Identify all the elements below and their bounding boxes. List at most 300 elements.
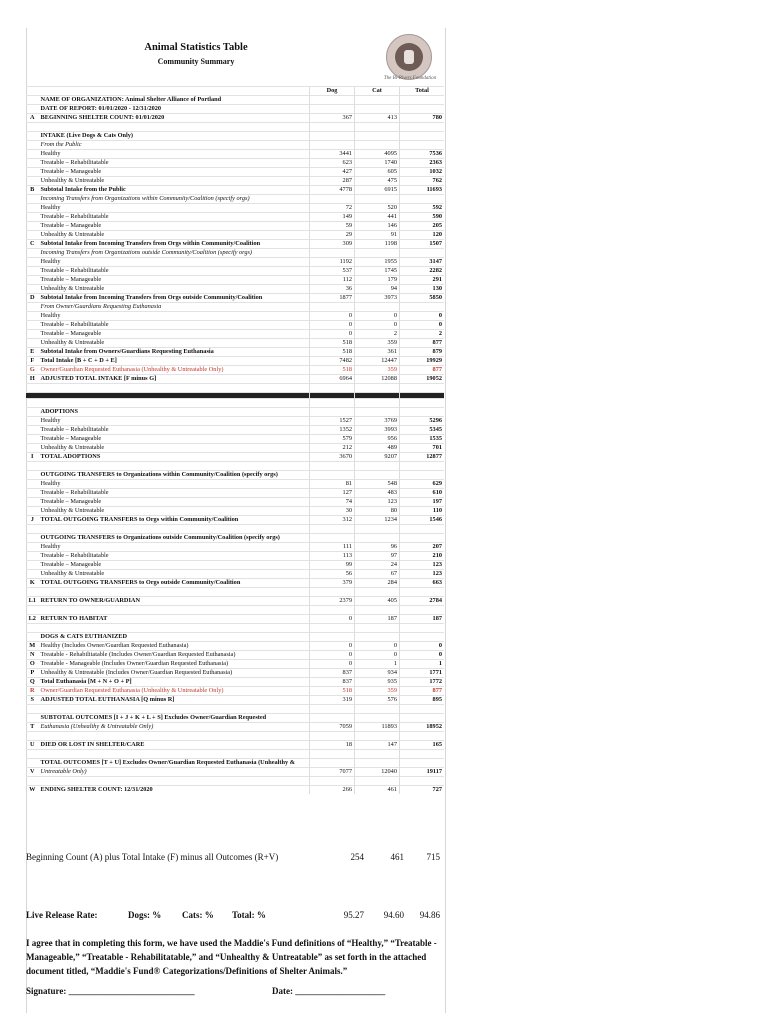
dog-value: 0 — [310, 615, 355, 624]
row-letter — [26, 435, 39, 444]
row-description: Untreatable Only) — [39, 768, 310, 777]
total-value: 1771 — [399, 669, 444, 678]
row-letter — [26, 285, 39, 294]
cat-value — [355, 399, 400, 408]
row-letter — [26, 444, 39, 453]
dog-value: 518 — [310, 687, 355, 696]
total-value: 877 — [399, 687, 444, 696]
table-row — [26, 552, 444, 561]
table-row — [26, 633, 444, 642]
row-letter — [26, 105, 39, 114]
row-letter: L1 — [26, 597, 39, 606]
dog-value — [310, 705, 355, 714]
dog-value: 837 — [310, 669, 355, 678]
total-value — [399, 384, 444, 393]
cat-value: 9207 — [355, 453, 400, 462]
total-value: 727 — [399, 786, 444, 795]
total-value: 1546 — [399, 516, 444, 525]
total-value: 590 — [399, 213, 444, 222]
dog-value: 1877 — [310, 294, 355, 303]
cat-value: 24 — [355, 561, 400, 570]
total-value: 5850 — [399, 294, 444, 303]
row-letter — [26, 150, 39, 159]
row-description: RETURN TO OWNER/GUARDIAN — [39, 597, 310, 606]
row-letter — [26, 276, 39, 285]
foundation-logo-icon — [386, 34, 432, 80]
cat-value — [355, 471, 400, 480]
release-dogs-label: Dogs: % — [128, 910, 162, 920]
dog-value: 0 — [310, 660, 355, 669]
release-total-label: Total: % — [232, 910, 266, 920]
total-value: 197 — [399, 498, 444, 507]
total-value: 210 — [399, 552, 444, 561]
row-letter: F — [26, 357, 39, 366]
row-description — [39, 750, 310, 759]
row-letter — [26, 759, 39, 768]
cat-value: 146 — [355, 222, 400, 231]
cat-value: 489 — [355, 444, 400, 453]
dog-value: 379 — [310, 579, 355, 588]
total-value — [399, 633, 444, 642]
cat-value — [355, 705, 400, 714]
row-description — [39, 705, 310, 714]
dog-value — [310, 408, 355, 417]
dog-value: 18 — [310, 741, 355, 750]
table-row — [26, 303, 444, 312]
row-description: RETURN TO HABITAT — [39, 615, 310, 624]
row-description: Unhealthy & Untreatable — [39, 570, 310, 579]
total-value: 2 — [399, 330, 444, 339]
row-letter — [26, 417, 39, 426]
row-letter — [26, 231, 39, 240]
cat-value: 0 — [355, 312, 400, 321]
dog-value — [310, 714, 355, 723]
row-letter — [26, 168, 39, 177]
dog-value: 837 — [310, 678, 355, 687]
dog-value: 7077 — [310, 768, 355, 777]
row-letter — [26, 222, 39, 231]
row-description: TOTAL OUTGOING TRANSFERS to Orgs within Community/Coalition — [39, 516, 310, 525]
cat-value — [355, 750, 400, 759]
row-description: Total Euthanasia [M + N + O + P] — [39, 678, 310, 687]
cat-value — [355, 303, 400, 312]
total-value: 0 — [399, 651, 444, 660]
table-row — [26, 159, 444, 168]
cat-value — [355, 606, 400, 615]
row-letter — [26, 321, 39, 330]
table-row — [26, 186, 444, 195]
total-value — [399, 105, 444, 114]
cat-value: 96 — [355, 543, 400, 552]
table-row — [26, 96, 444, 105]
cat-value: 359 — [355, 366, 400, 375]
row-description: Treatable – Manageable — [39, 435, 310, 444]
table-row — [26, 462, 444, 471]
table-row — [26, 339, 444, 348]
row-letter: S — [26, 696, 39, 705]
row-letter — [26, 159, 39, 168]
row-letter: U — [26, 741, 39, 750]
row-description: Treatable – Manageable — [39, 330, 310, 339]
cat-value: 91 — [355, 231, 400, 240]
cat-value: 1 — [355, 660, 400, 669]
cat-value — [355, 759, 400, 768]
cat-value: 475 — [355, 177, 400, 186]
row-letter: G — [26, 366, 39, 375]
row-description: ENDING SHELTER COUNT: 12/31/2020 — [39, 786, 310, 795]
dog-value: 0 — [310, 642, 355, 651]
table-row — [26, 168, 444, 177]
table-row — [26, 498, 444, 507]
row-letter — [26, 714, 39, 723]
row-letter: O — [26, 660, 39, 669]
cat-value — [355, 633, 400, 642]
total-value — [399, 714, 444, 723]
dog-value — [310, 759, 355, 768]
dog-value: 312 — [310, 516, 355, 525]
row-description: Healthy — [39, 150, 310, 159]
row-letter: Q — [26, 678, 39, 687]
row-description: Subtotal Intake from Incoming Transfers from Orgs outside Community/Coalition — [39, 294, 310, 303]
dog-value — [310, 606, 355, 615]
dog-value: 0 — [310, 321, 355, 330]
total-value: 130 — [399, 285, 444, 294]
row-description: Incoming Transfers from Organizations outside Community/Coalition (specify orgs) — [39, 249, 310, 258]
cat-value: 12040 — [355, 768, 400, 777]
total-value: 629 — [399, 480, 444, 489]
cat-value: 284 — [355, 579, 400, 588]
row-description: ADJUSTED TOTAL EUTHANASIA [Q minus R] — [39, 696, 310, 705]
table-row — [26, 444, 444, 453]
dog-value: 30 — [310, 507, 355, 516]
total-value: 19929 — [399, 357, 444, 366]
row-description: Treatable – Rehabilitatable — [39, 159, 310, 168]
dog-value — [310, 471, 355, 480]
total-value — [399, 462, 444, 471]
row-letter: K — [26, 579, 39, 588]
row-description: From the Public — [39, 141, 310, 150]
row-description: Unhealthy & Untreatable — [39, 444, 310, 453]
cat-value: 441 — [355, 213, 400, 222]
total-value: 762 — [399, 177, 444, 186]
table-row — [26, 426, 444, 435]
total-value: 2784 — [399, 597, 444, 606]
dog-value: 1352 — [310, 426, 355, 435]
table-row — [26, 687, 444, 696]
total-value: 663 — [399, 579, 444, 588]
summary-cat: 461 — [390, 852, 404, 862]
total-value: 18952 — [399, 723, 444, 732]
dog-value: 81 — [310, 480, 355, 489]
table-row — [26, 714, 444, 723]
dog-value: 1527 — [310, 417, 355, 426]
table-row — [26, 570, 444, 579]
dog-value: 3441 — [310, 150, 355, 159]
row-letter — [26, 750, 39, 759]
table-row — [26, 231, 444, 240]
total-value: 3147 — [399, 258, 444, 267]
cat-value: 3973 — [355, 294, 400, 303]
row-letter: R — [26, 687, 39, 696]
row-description: Treatable – Manageable — [39, 561, 310, 570]
table-row — [26, 222, 444, 231]
cat-value: 12088 — [355, 375, 400, 384]
total-value: 19117 — [399, 768, 444, 777]
dog-value: 518 — [310, 339, 355, 348]
dog-value — [310, 534, 355, 543]
cat-value: 123 — [355, 498, 400, 507]
dog-value: 7059 — [310, 723, 355, 732]
cat-value: 6915 — [355, 186, 400, 195]
total-value — [399, 732, 444, 741]
table-row — [26, 561, 444, 570]
total-value — [399, 141, 444, 150]
table-row — [26, 471, 444, 480]
dog-value — [310, 123, 355, 132]
total-value: 0 — [399, 312, 444, 321]
table-row — [26, 525, 444, 534]
row-description: Treatable – Rehabilitatable — [39, 426, 310, 435]
total-value: 879 — [399, 348, 444, 357]
column-header-row — [26, 87, 444, 96]
row-letter — [26, 489, 39, 498]
col-total: Total — [399, 87, 444, 96]
row-description: DIED OR LOST IN SHELTER/CARE — [39, 741, 310, 750]
cat-value: 67 — [355, 570, 400, 579]
row-description: Healthy — [39, 204, 310, 213]
total-value — [399, 195, 444, 204]
table-row — [26, 213, 444, 222]
row-letter — [26, 462, 39, 471]
cat-value: 179 — [355, 276, 400, 285]
row-description: ADOPTIONS — [39, 408, 310, 417]
row-description: Unhealthy & Untreatable (Includes Owner/Guardian Requested Euthanasia) — [39, 669, 310, 678]
cat-value: 187 — [355, 615, 400, 624]
summary-total: 715 — [426, 852, 440, 862]
total-value — [399, 525, 444, 534]
cat-value: 80 — [355, 507, 400, 516]
total-value — [399, 471, 444, 480]
row-letter — [26, 204, 39, 213]
total-value — [399, 588, 444, 597]
table-row — [26, 105, 444, 114]
row-description: Subtotal Intake from Incoming Transfers from Orgs within Community/Coalition — [39, 240, 310, 249]
table-row — [26, 141, 444, 150]
col-dog: Dog — [310, 87, 355, 96]
cat-value: 1234 — [355, 516, 400, 525]
cat-value: 1745 — [355, 267, 400, 276]
row-description — [39, 384, 310, 393]
cat-value: 3993 — [355, 426, 400, 435]
table-row — [26, 786, 444, 795]
release-cat-value: 94.60 — [383, 910, 404, 920]
row-letter — [26, 498, 39, 507]
dog-value — [310, 777, 355, 786]
row-description — [39, 462, 310, 471]
total-value — [399, 399, 444, 408]
cat-value: 12447 — [355, 357, 400, 366]
cat-value: 956 — [355, 435, 400, 444]
total-value: 877 — [399, 339, 444, 348]
table-row — [26, 123, 444, 132]
row-letter: E — [26, 348, 39, 357]
table-row — [26, 240, 444, 249]
row-letter — [26, 312, 39, 321]
release-dog-value: 95.27 — [343, 910, 364, 920]
row-description: Unhealthy & Untreatable — [39, 339, 310, 348]
row-description: Owner/Guardian Requested Euthanasia (Unhealthy & Untreatable Only) — [39, 687, 310, 696]
row-letter — [26, 732, 39, 741]
dog-value: 149 — [310, 213, 355, 222]
dog-value: 4778 — [310, 186, 355, 195]
cat-value: 2 — [355, 330, 400, 339]
dog-value: 1192 — [310, 258, 355, 267]
row-letter: V — [26, 768, 39, 777]
dog-value: 29 — [310, 231, 355, 240]
cat-value: 1198 — [355, 240, 400, 249]
row-letter — [26, 141, 39, 150]
total-value — [399, 123, 444, 132]
dog-value — [310, 249, 355, 258]
cat-value: 548 — [355, 480, 400, 489]
row-description: Treatable – Rehabilitatable — [39, 321, 310, 330]
row-letter — [26, 384, 39, 393]
dog-value — [310, 141, 355, 150]
dog-value: 56 — [310, 570, 355, 579]
row-description: Unhealthy & Untreatable — [39, 507, 310, 516]
cat-value: 0 — [355, 642, 400, 651]
dog-value: 99 — [310, 561, 355, 570]
total-value: 877 — [399, 366, 444, 375]
dog-value: 0 — [310, 330, 355, 339]
row-description: Healthy (Includes Owner/Guardian Requested Euthanasia) — [39, 642, 310, 651]
cat-value: 1955 — [355, 258, 400, 267]
table-row — [26, 321, 444, 330]
table-row — [26, 276, 444, 285]
row-letter — [26, 624, 39, 633]
row-description — [39, 399, 310, 408]
total-value — [399, 132, 444, 141]
dog-value: 7482 — [310, 357, 355, 366]
row-letter — [26, 303, 39, 312]
row-description: Healthy — [39, 543, 310, 552]
cat-value — [355, 195, 400, 204]
cat-value — [355, 462, 400, 471]
row-description: Total Intake [B + C + D + E] — [39, 357, 310, 366]
table-row — [26, 249, 444, 258]
table-row — [26, 615, 444, 624]
total-value: 165 — [399, 741, 444, 750]
dog-value — [310, 525, 355, 534]
total-value: 5296 — [399, 417, 444, 426]
row-description: TOTAL ADOPTIONS — [39, 453, 310, 462]
total-value: 895 — [399, 696, 444, 705]
row-description: Healthy — [39, 480, 310, 489]
cat-value: 97 — [355, 552, 400, 561]
cat-value — [355, 732, 400, 741]
page-title: Animal Statistics Table — [144, 42, 248, 53]
total-value: 1032 — [399, 168, 444, 177]
table-row — [26, 195, 444, 204]
row-description: Treatable – Rehabilitatable — [39, 489, 310, 498]
row-letter — [26, 399, 39, 408]
total-value: 0 — [399, 321, 444, 330]
cat-value: 1740 — [355, 159, 400, 168]
row-description: Treatable – Manageable — [39, 276, 310, 285]
row-description: Treatable – Rehabilitatable — [39, 267, 310, 276]
row-letter — [26, 606, 39, 615]
row-letter — [26, 267, 39, 276]
dog-value — [310, 732, 355, 741]
row-description: Incoming Transfers from Organizations within Community/Coalition (specify orgs) — [39, 195, 310, 204]
row-description: NAME OF ORGANIZATION: Animal Shelter Alliance of Portland — [39, 96, 310, 105]
table-row — [26, 312, 444, 321]
row-description: Treatable - Rehabilitatable (Includes Owner/Guardian Requested Euthanasia) — [39, 651, 310, 660]
table-row — [26, 606, 444, 615]
dog-value — [310, 105, 355, 114]
row-description: SUBTOTAL OUTCOMES [I + J + K + L + S] Excludes Owner/Guardian Requested — [39, 714, 310, 723]
signature-line — [26, 986, 444, 996]
table-row — [26, 150, 444, 159]
table-row — [26, 516, 444, 525]
total-value — [399, 534, 444, 543]
dog-value: 427 — [310, 168, 355, 177]
table-row — [26, 624, 444, 633]
row-letter — [26, 132, 39, 141]
row-description: Healthy — [39, 258, 310, 267]
cat-value: 4095 — [355, 150, 400, 159]
dog-value: 127 — [310, 489, 355, 498]
table-row — [26, 705, 444, 714]
row-letter — [26, 330, 39, 339]
table-row — [26, 408, 444, 417]
total-value: 1 — [399, 660, 444, 669]
cat-value — [355, 132, 400, 141]
table-row — [26, 480, 444, 489]
table-row — [26, 507, 444, 516]
row-letter — [26, 339, 39, 348]
table-row — [26, 294, 444, 303]
row-description: Unhealthy & Untreatable — [39, 285, 310, 294]
total-value: 1507 — [399, 240, 444, 249]
table-row — [26, 417, 444, 426]
row-description: OUTGOING TRANSFERS to Organizations outside Community/Coalition (specify orgs) — [39, 534, 310, 543]
row-description — [39, 123, 310, 132]
dog-value: 6964 — [310, 375, 355, 384]
total-value: 2363 — [399, 159, 444, 168]
table-row — [26, 588, 444, 597]
total-value — [399, 249, 444, 258]
row-description — [39, 732, 310, 741]
row-description: DATE OF REPORT: 01/01/2020 - 12/31/2020 — [39, 105, 310, 114]
dog-value: 212 — [310, 444, 355, 453]
dog-value: 367 — [310, 114, 355, 123]
table-row — [26, 285, 444, 294]
total-value: 2282 — [399, 267, 444, 276]
dog-value — [310, 132, 355, 141]
row-letter — [26, 507, 39, 516]
total-value — [399, 705, 444, 714]
table-row — [26, 348, 444, 357]
table-row — [26, 435, 444, 444]
row-letter: W — [26, 786, 39, 795]
table-row — [26, 357, 444, 366]
row-letter — [26, 123, 39, 132]
table-row — [26, 642, 444, 651]
cat-value: 934 — [355, 669, 400, 678]
dog-value: 319 — [310, 696, 355, 705]
cat-value: 605 — [355, 168, 400, 177]
